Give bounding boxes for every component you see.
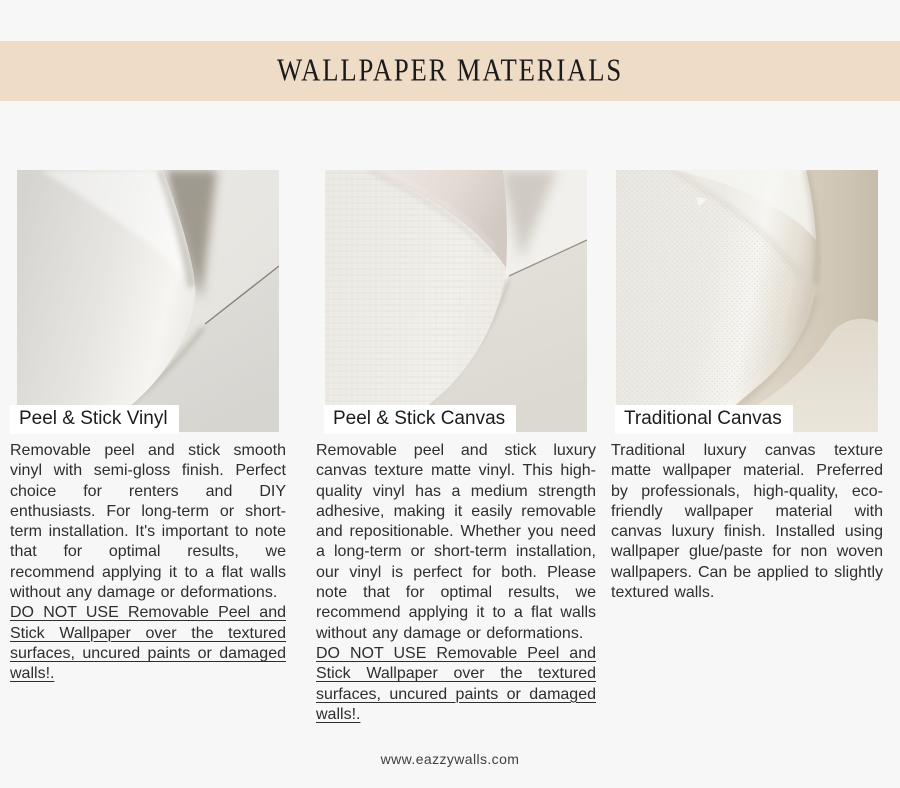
material-description: Removable peel and stick smooth vinyl with semi-gloss finish. Perfect choice for renters and DIY enthusiasts. For long-term or short-term installation. It's important to note that for optimal results, we recommend applying it to a flat walls without any damage or deformations.	[10, 442, 286, 602]
traditional-canvas-photo-svg	[616, 170, 878, 432]
vinyl-curl-photo-svg	[17, 170, 279, 432]
wallpaper-sample-photo-vinyl	[17, 170, 279, 432]
material-description: Removable peel and stick luxury canvas texture matte vinyl. This high-quality vinyl has a medium strength adhesive, making it easily removable and repositionable. Whether you need a long-term or short-term installation, our vinyl is perfect for both. Please note that for optimal results, we recommend applying it to a flat walls without any damage or deformations.	[316, 442, 596, 642]
material-card-traditional-canvas	[611, 101, 883, 603]
material-description: Traditional luxury canvas texture matte wallpaper material. Preferred by professionals, high-quality, eco-friendly wallpaper material with canvas luxury finish. Installed using wallpaper glue/paste for non woven wallpapers. Can be applied to slightly textured walls.	[611, 442, 883, 602]
header-band	[0, 41, 900, 101]
material-label: Traditional Canvas	[615, 405, 793, 434]
material-warning: DO NOT USE Removable Peel and Stick Wallpaper over the textured surfaces, uncured paints or damaged walls!.	[316, 644, 596, 723]
wallpaper-sample-photo-canvas	[325, 170, 587, 432]
canvas-curl-photo-svg	[325, 170, 587, 432]
material-warning: DO NOT USE Removable Peel and Stick Wallpaper over the textured surfaces, uncured paints or damaged walls!.	[10, 604, 286, 683]
footer-url: www.eazzywalls.com	[380, 751, 520, 767]
material-label: Peel & Stick Canvas	[324, 405, 516, 434]
material-label: Peel & Stick Vinyl	[10, 405, 179, 434]
material-card-peel-stick-vinyl	[10, 101, 286, 685]
wallpaper-sample-photo-traditional	[616, 170, 878, 432]
material-card-peel-stick-canvas	[316, 101, 596, 725]
page-title: WALLPAPER MATERIALS	[276, 53, 624, 88]
